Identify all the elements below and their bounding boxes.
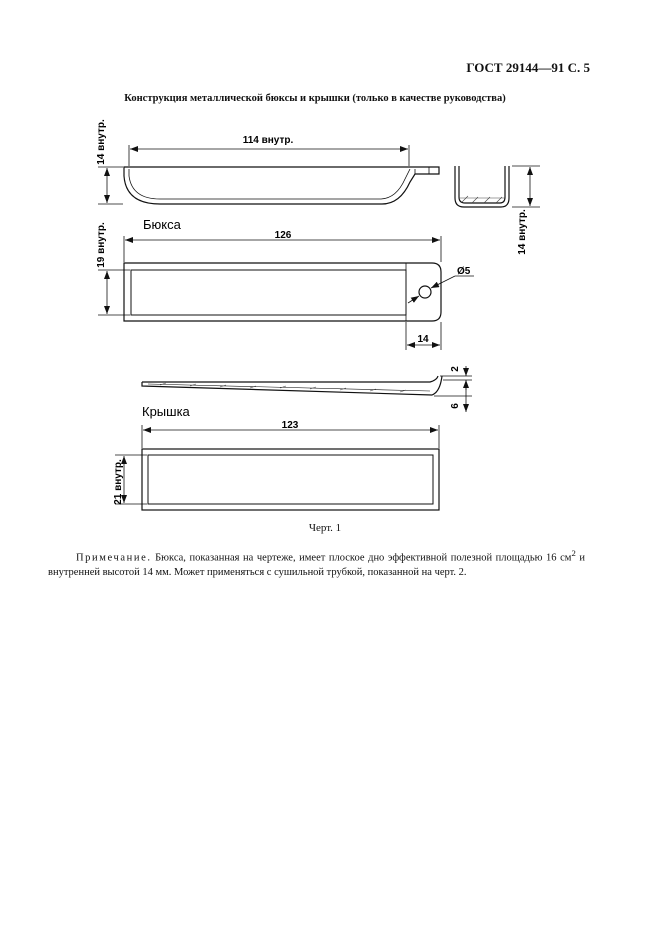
- dim-label-lid-height: 6: [450, 403, 461, 409]
- dim-label-boat-height-right: 14 внутр.: [517, 209, 528, 255]
- document-header: ГОСТ 29144—91 С. 5: [466, 60, 590, 75]
- dim-label-boat-inner-width: 19 внутр.: [96, 222, 107, 268]
- dim-label-lid-length: 123: [281, 420, 299, 431]
- section-label-boat: Бюкса: [143, 217, 181, 232]
- lid-side-view: [142, 376, 442, 395]
- note-text-1: Бюкса, показанная на чертеже, имеет плоское дно эффективной полезной площадью 16 см: [151, 552, 572, 564]
- boat-section-hatch: [459, 196, 505, 203]
- dim-label-hole-diameter: Ø5: [457, 266, 471, 277]
- dim-boat-inner-length: [129, 145, 409, 166]
- dim-label-tab-length: 14: [417, 334, 429, 345]
- dim-label-boat-length: 126: [274, 230, 292, 241]
- dim-boat-height-left: [98, 167, 123, 204]
- dim-label-lid-thickness: 2: [450, 366, 461, 372]
- note-lead: Примечание.: [76, 552, 152, 564]
- dim-boat-height-right: [512, 166, 540, 207]
- lid-top-view: [142, 449, 439, 510]
- dim-label-lid-inner-width: 21 внутр.: [113, 459, 124, 505]
- figure-caption: Черт. 1: [308, 522, 342, 534]
- section-label-lid: Крышка: [142, 404, 190, 419]
- figure-note: [48, 546, 585, 580]
- dim-boat-inner-width: [98, 270, 130, 315]
- figure-title: Конструкция металлической бюксы и крышки (только в качестве руководства): [124, 93, 506, 104]
- dim-label-boat-height-left: 14 внутр.: [96, 119, 107, 165]
- dim-label-boat-inner-length: 114 внутр.: [242, 135, 294, 146]
- boat-top-view: [124, 263, 441, 321]
- boat-side-view: [124, 167, 439, 204]
- note-superscript: 2: [571, 548, 576, 558]
- note-text-2: и внутренней высотой 14 мм. Может применяться с сушильной трубкой, показанной на черт. 2.: [48, 552, 585, 578]
